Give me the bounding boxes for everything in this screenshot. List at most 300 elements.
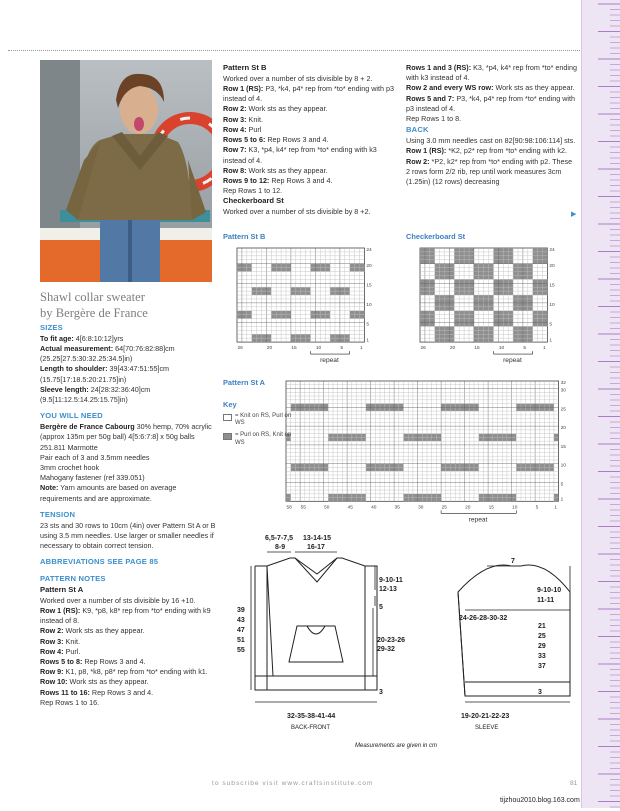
purl-cell bbox=[464, 315, 469, 319]
purl-cell bbox=[445, 272, 450, 276]
purl-cell bbox=[459, 287, 464, 291]
purl-cell bbox=[301, 291, 306, 295]
chart-col-label: 30 bbox=[418, 505, 424, 511]
purl-cell bbox=[523, 275, 528, 279]
purl-cell bbox=[319, 407, 324, 411]
purl-cell bbox=[543, 311, 548, 315]
purl-cell bbox=[371, 407, 376, 411]
purl-cell bbox=[385, 467, 390, 471]
purl-cell bbox=[498, 283, 503, 287]
back-r1b: 12-13 bbox=[379, 586, 397, 593]
key-knit-text: = Knit on RS, Purl on WS bbox=[235, 412, 292, 427]
purl-cell bbox=[422, 437, 427, 441]
purl-cell bbox=[464, 283, 469, 287]
purl-cell bbox=[454, 279, 459, 283]
schematic-dimension-lines bbox=[251, 552, 570, 702]
purl-cell bbox=[385, 407, 390, 411]
purl-cell bbox=[508, 311, 513, 315]
purl-cell bbox=[479, 303, 484, 307]
purl-cell bbox=[420, 319, 425, 323]
chart-col-label: 20 bbox=[266, 346, 273, 352]
chart-row-label: 30 bbox=[560, 388, 566, 394]
purl-cell bbox=[325, 268, 330, 272]
chart-col-label: 15 bbox=[474, 346, 480, 352]
purl-cell bbox=[291, 464, 296, 468]
purl-cell bbox=[449, 307, 454, 311]
pattern-row bbox=[40, 606, 216, 626]
purl-cell bbox=[420, 315, 425, 319]
page-number: 81 bbox=[570, 780, 578, 787]
chart-col-label: 5 bbox=[340, 346, 344, 352]
purl-cell bbox=[513, 272, 518, 276]
pattern-row bbox=[406, 83, 578, 93]
purl-cell bbox=[465, 464, 470, 468]
purl-cell bbox=[305, 404, 310, 408]
purl-cell bbox=[328, 437, 333, 441]
purl-cell bbox=[380, 407, 385, 411]
purl-cell bbox=[301, 287, 306, 291]
row-text: Rep Rows 1 to 12. bbox=[223, 186, 283, 196]
purl-cell bbox=[469, 252, 474, 256]
purl-cell bbox=[389, 404, 394, 408]
purl-cell bbox=[474, 303, 479, 307]
purl-cell bbox=[371, 467, 376, 471]
purl-cell bbox=[460, 407, 465, 411]
purl-cell bbox=[528, 275, 533, 279]
purl-cell bbox=[262, 291, 267, 295]
chart-col-label: 25 bbox=[441, 505, 447, 511]
chart-col-label: 35 bbox=[394, 505, 400, 511]
purl-cell bbox=[474, 295, 479, 299]
need-line: 3mm crochet hook bbox=[40, 462, 100, 472]
pattern-row bbox=[406, 157, 578, 188]
sleeve-top: 7 bbox=[511, 558, 515, 565]
purl-cell bbox=[247, 268, 252, 272]
checkerboard-rows bbox=[406, 63, 578, 124]
purl-cell bbox=[333, 434, 338, 438]
purl-cell bbox=[449, 275, 454, 279]
purl-cell bbox=[484, 275, 489, 279]
chart-b-title: Pattern St B bbox=[223, 232, 266, 241]
purl-cell bbox=[528, 295, 533, 299]
purl-cell bbox=[479, 272, 484, 276]
pattern-b-title: Pattern St B bbox=[223, 63, 267, 72]
purl-cell bbox=[469, 467, 474, 471]
purl-cell bbox=[345, 287, 350, 291]
purl-cell bbox=[291, 467, 296, 471]
purl-cell bbox=[375, 467, 380, 471]
purl-cell bbox=[315, 315, 320, 319]
purl-cell bbox=[286, 498, 291, 502]
purl-cell bbox=[252, 338, 257, 342]
purl-cell bbox=[513, 264, 518, 268]
purl-cell bbox=[418, 434, 423, 438]
purl-cell bbox=[315, 311, 320, 315]
purl-cell bbox=[430, 248, 435, 252]
sleeve-schematic bbox=[458, 565, 570, 696]
purl-cell bbox=[533, 287, 538, 291]
purl-cell bbox=[237, 315, 242, 319]
row-text: K3, *p4, k4* rep from *to* ending with k3 instead of 4. bbox=[223, 145, 377, 165]
purl-cell bbox=[484, 330, 489, 334]
chart-row-label: 24 bbox=[366, 248, 372, 254]
purl-cell bbox=[420, 283, 425, 287]
purl-cell bbox=[422, 498, 427, 502]
purl-cell bbox=[469, 248, 474, 252]
back-length-value: 43 bbox=[237, 617, 245, 624]
row-text: Purl. bbox=[63, 646, 81, 656]
sleeve-length-value: 37 bbox=[538, 663, 546, 670]
purl-cell bbox=[543, 252, 548, 256]
purl-cell bbox=[338, 434, 343, 438]
purl-cell bbox=[247, 315, 252, 319]
title-line-1: Shawl collar sweater bbox=[40, 290, 145, 304]
purl-cell bbox=[445, 303, 450, 307]
purl-cell bbox=[342, 498, 347, 502]
purl-cell bbox=[494, 287, 499, 291]
purl-cell bbox=[533, 256, 538, 260]
purl-cell bbox=[440, 295, 445, 299]
title-line-2: by Bergère de France bbox=[40, 306, 148, 321]
purl-cell bbox=[440, 338, 445, 342]
purl-cell bbox=[465, 407, 470, 411]
pattern-b-chart bbox=[232, 246, 392, 376]
purl-cell bbox=[271, 264, 276, 268]
purl-cell bbox=[533, 319, 538, 323]
purl-cell bbox=[266, 334, 271, 338]
purl-cell bbox=[425, 260, 430, 264]
purl-cell bbox=[543, 256, 548, 260]
purl-cell bbox=[350, 315, 355, 319]
back-length-value: 47 bbox=[237, 627, 245, 634]
purl-cell bbox=[512, 437, 517, 441]
row-text: Work sts as they appear. bbox=[67, 677, 149, 687]
purl-cell bbox=[545, 464, 550, 468]
purl-cell bbox=[459, 311, 464, 315]
purl-cell bbox=[454, 252, 459, 256]
purl-cell bbox=[357, 494, 362, 498]
purl-cell bbox=[454, 291, 459, 295]
purl-cell bbox=[296, 287, 301, 291]
purl-cell bbox=[435, 338, 440, 342]
purl-cell bbox=[484, 268, 489, 272]
purl-cell bbox=[540, 407, 545, 411]
need-line: Mahogany fastener (ref 339.051) bbox=[40, 473, 145, 483]
purl-cell bbox=[435, 264, 440, 268]
sleeve-r1b: 11-11 bbox=[537, 597, 555, 604]
purl-cell bbox=[432, 498, 437, 502]
purl-cell bbox=[540, 404, 545, 408]
purl-cell bbox=[306, 291, 311, 295]
purl-cell bbox=[420, 311, 425, 315]
column-2 bbox=[223, 63, 399, 217]
row-text: Rep Rows 1 to 16. bbox=[40, 697, 100, 707]
back-mid: 20-23-26 bbox=[377, 637, 406, 644]
purl-cell bbox=[508, 291, 513, 295]
purl-cell bbox=[430, 291, 435, 295]
purl-cell bbox=[503, 315, 508, 319]
purl-cell bbox=[305, 407, 310, 411]
purl-cell bbox=[503, 248, 508, 252]
pattern-row bbox=[223, 176, 399, 186]
sleeve-r3: 3 bbox=[538, 689, 542, 696]
checkerboard-title: Checkerboard St bbox=[223, 196, 284, 206]
purl-cell bbox=[474, 264, 479, 268]
purl-cell bbox=[538, 279, 543, 283]
purl-cell bbox=[508, 287, 513, 291]
row-label: Rows 1 and 3 (RS): bbox=[406, 63, 472, 72]
purl-cell bbox=[479, 295, 484, 299]
purl-cell bbox=[489, 338, 494, 342]
pattern-b-rows bbox=[223, 84, 399, 196]
page-footer: to subscribe visit www.craftsinstitute.com bbox=[212, 780, 374, 787]
purl-cell bbox=[538, 315, 543, 319]
purl-cell bbox=[538, 283, 543, 287]
purl-cell bbox=[479, 330, 484, 334]
purl-cell bbox=[545, 467, 550, 471]
need-header: YOU WILL NEED bbox=[40, 411, 103, 421]
row-text: Rep Rows 3 and 4. bbox=[89, 687, 154, 697]
purl-cell bbox=[488, 434, 493, 438]
purl-cell bbox=[479, 338, 484, 342]
purl-cell bbox=[549, 464, 554, 468]
purl-cell bbox=[498, 256, 503, 260]
purl-cell bbox=[435, 303, 440, 307]
purl-cell bbox=[430, 319, 435, 323]
purl-cell bbox=[385, 464, 390, 468]
purl-cell bbox=[489, 307, 494, 311]
purl-cell bbox=[528, 307, 533, 311]
purl-cell bbox=[488, 494, 493, 498]
sleeve-width: 24-26-28-30-32 bbox=[459, 615, 508, 622]
purl-cell bbox=[425, 256, 430, 260]
back-length-value: 55 bbox=[237, 647, 245, 654]
purl-cell bbox=[408, 437, 413, 441]
purl-cell bbox=[335, 287, 340, 291]
purl-cell bbox=[262, 338, 267, 342]
purl-cell bbox=[469, 322, 474, 326]
purl-cell bbox=[420, 322, 425, 326]
purl-cell bbox=[399, 407, 404, 411]
purl-cell bbox=[545, 407, 550, 411]
purl-cell bbox=[375, 404, 380, 408]
row-text: Knit. bbox=[63, 636, 80, 646]
purl-cell bbox=[518, 338, 523, 342]
purl-cell bbox=[357, 434, 362, 438]
purl-cell bbox=[465, 404, 470, 408]
purl-cell bbox=[319, 467, 324, 471]
pattern-row bbox=[223, 166, 399, 176]
knit-symbol-icon bbox=[223, 414, 232, 421]
purl-cell bbox=[498, 315, 503, 319]
purl-cell bbox=[455, 407, 460, 411]
purl-cell bbox=[503, 319, 508, 323]
purl-cell bbox=[479, 307, 484, 311]
purl-cell bbox=[533, 311, 538, 315]
pattern-row bbox=[406, 63, 578, 83]
purl-cell bbox=[464, 311, 469, 315]
purl-cell bbox=[483, 494, 488, 498]
purl-cell bbox=[528, 330, 533, 334]
sweater-photo bbox=[40, 60, 212, 282]
purl-cell bbox=[271, 268, 276, 272]
chart-key bbox=[223, 400, 293, 448]
purl-cell bbox=[523, 295, 528, 299]
purl-cell bbox=[454, 248, 459, 252]
purl-cell bbox=[502, 494, 507, 498]
purl-cell bbox=[445, 338, 450, 342]
purl-cell bbox=[435, 307, 440, 311]
chart-col-label: 10 bbox=[498, 346, 505, 352]
purl-cell bbox=[498, 322, 503, 326]
purl-cell bbox=[469, 407, 474, 411]
purl-cell bbox=[361, 437, 366, 441]
purl-cell bbox=[418, 498, 423, 502]
pattern-row bbox=[40, 626, 216, 636]
purl-cell bbox=[247, 264, 252, 268]
purl-cell bbox=[523, 334, 528, 338]
purl-cell bbox=[449, 299, 454, 303]
purl-cell bbox=[360, 268, 365, 272]
need-line: Pair each of 3 and 3.5mm needles bbox=[40, 452, 150, 462]
chart-col-label: 15 bbox=[291, 346, 297, 352]
size-item bbox=[40, 344, 216, 364]
purl-cell bbox=[494, 260, 499, 264]
row-label: Row 4: bbox=[40, 646, 64, 656]
purl-cell bbox=[440, 334, 445, 338]
purl-cell bbox=[340, 291, 345, 295]
purl-cell bbox=[521, 464, 526, 468]
purl-cell bbox=[252, 287, 257, 291]
purl-cell bbox=[281, 315, 286, 319]
purl-cell bbox=[535, 407, 540, 411]
pattern-a-intro: Worked over a number of sts divisible by 16 +10. bbox=[40, 595, 196, 605]
row-label: Rows 9 to 12: bbox=[223, 175, 270, 185]
purl-cell bbox=[484, 264, 489, 268]
purl-cell bbox=[484, 334, 489, 338]
purl-cell bbox=[464, 256, 469, 260]
key-title: Key bbox=[223, 400, 237, 409]
pattern-row bbox=[40, 698, 216, 708]
chart-col-label: 5 bbox=[535, 505, 539, 511]
sleeve-bottom: 19-20-21-22-23 bbox=[461, 713, 510, 720]
purl-cell bbox=[320, 311, 325, 315]
purl-cell bbox=[276, 264, 281, 268]
chart-col-label: 40 bbox=[371, 505, 377, 511]
pattern-row bbox=[223, 186, 399, 196]
purl-cell bbox=[516, 407, 521, 411]
purl-cell bbox=[494, 311, 499, 315]
purl-cell bbox=[360, 311, 365, 315]
purl-cell bbox=[513, 326, 518, 330]
purl-cell bbox=[449, 272, 454, 276]
purl-cell bbox=[306, 287, 311, 291]
purl-cell bbox=[523, 338, 528, 342]
back-top1: 6,5-7-7,5 bbox=[265, 535, 294, 542]
purl-cell bbox=[533, 283, 538, 287]
checkerboard-chart bbox=[415, 246, 575, 376]
chart-col-label: 10 bbox=[315, 346, 322, 352]
purl-cell bbox=[459, 283, 464, 287]
purl-cell bbox=[523, 303, 528, 307]
sleeve-right-measures bbox=[538, 623, 546, 670]
chart-col-label: 50 bbox=[324, 505, 330, 511]
purl-cell bbox=[502, 498, 507, 502]
purl-cell bbox=[445, 307, 450, 311]
purl-cell bbox=[276, 268, 281, 272]
purl-cell bbox=[257, 291, 262, 295]
purl-cell bbox=[296, 338, 301, 342]
yarn-label: Bergère de France Cabourg bbox=[40, 422, 135, 432]
row-label: Row 2: bbox=[40, 626, 64, 636]
purl-cell bbox=[347, 498, 352, 502]
purl-cell bbox=[543, 248, 548, 252]
chart-col-label: 5 bbox=[523, 346, 527, 352]
purl-cell bbox=[507, 498, 512, 502]
purl-cell bbox=[352, 437, 357, 441]
purl-cell bbox=[413, 434, 418, 438]
purl-cell bbox=[420, 248, 425, 252]
purl-cell bbox=[508, 256, 513, 260]
purl-cell bbox=[449, 338, 454, 342]
purl-cell bbox=[257, 334, 262, 338]
purl-cell bbox=[320, 264, 325, 268]
purl-cell bbox=[543, 322, 548, 326]
purl-cell bbox=[291, 334, 296, 338]
purl-cell bbox=[528, 299, 533, 303]
purl-cell bbox=[345, 291, 350, 295]
back-r1: 9-10-11 bbox=[379, 577, 403, 584]
purl-cell bbox=[469, 464, 474, 468]
purl-cell bbox=[459, 260, 464, 264]
chart-a-title: Pattern St A bbox=[223, 378, 266, 387]
purl-cell bbox=[464, 260, 469, 264]
purl-cell bbox=[350, 264, 355, 268]
purl-cell bbox=[266, 287, 271, 291]
purl-cell bbox=[432, 437, 437, 441]
purl-cell bbox=[464, 252, 469, 256]
purl-cell bbox=[455, 467, 460, 471]
purl-cell bbox=[366, 404, 371, 408]
purl-cell bbox=[503, 279, 508, 283]
purl-cell bbox=[523, 268, 528, 272]
purl-cell bbox=[242, 315, 247, 319]
pattern-row bbox=[40, 657, 216, 667]
purl-cell bbox=[483, 498, 488, 502]
purl-cell bbox=[371, 404, 376, 408]
purl-cell bbox=[489, 268, 494, 272]
back-header: BACK bbox=[406, 125, 429, 135]
pattern-row bbox=[406, 94, 578, 114]
purl-cell bbox=[479, 326, 484, 330]
chart-col-label: 45 bbox=[347, 505, 353, 511]
purl-cell bbox=[445, 299, 450, 303]
purl-cell bbox=[455, 464, 460, 468]
purl-cell bbox=[281, 311, 286, 315]
pattern-a-rows bbox=[40, 606, 216, 708]
purl-cell bbox=[513, 303, 518, 307]
purl-cell bbox=[518, 307, 523, 311]
chart-row-label: 1 bbox=[366, 338, 370, 344]
purl-cell bbox=[494, 315, 499, 319]
purl-cell bbox=[440, 268, 445, 272]
purl-cell bbox=[399, 404, 404, 408]
purl-cell bbox=[474, 464, 479, 468]
purl-cell bbox=[523, 330, 528, 334]
chart-row-label: 1 bbox=[560, 497, 564, 503]
purl-cell bbox=[545, 404, 550, 408]
purl-cell bbox=[518, 272, 523, 276]
